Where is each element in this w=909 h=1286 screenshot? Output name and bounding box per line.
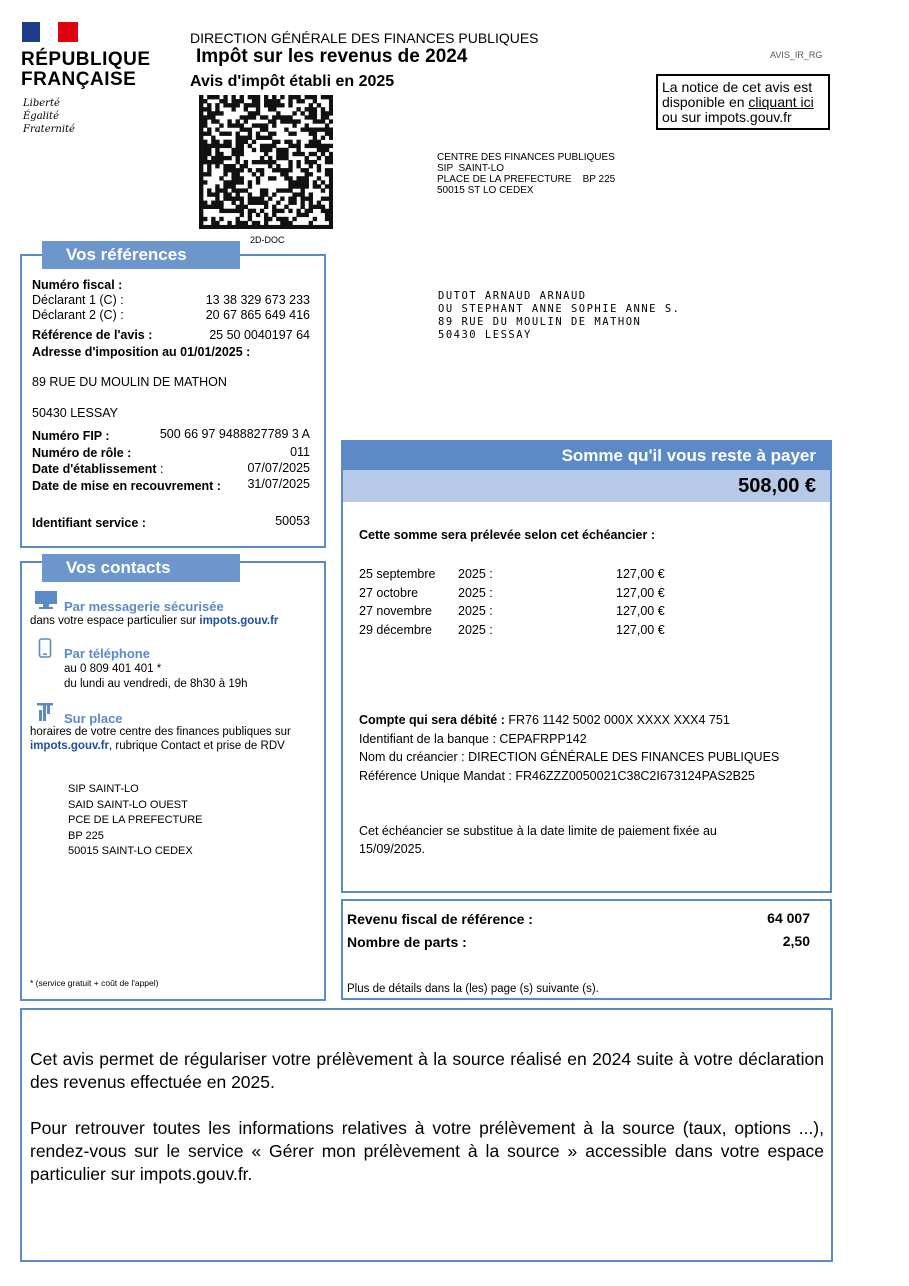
impots-link[interactable]: impots.gouv.fr [30,740,110,752]
motto-liberte: Liberté [23,98,60,109]
notice-box [656,74,830,130]
references-box [20,254,326,548]
compte-line [359,711,779,730]
recipient-line: 89 RUE DU MOULIN DE MATHON [438,316,642,328]
fip-label: Numéro FIP : [32,429,110,443]
recouvrement-value: 31/07/2025 [247,477,310,491]
info-paragraph-2: Pour retrouver toutes les informations relatives à votre prélèvement à la source (taux, options ...), rendez-vous sur le service « Gérer mon prélèvement à la source » accessible dans votre espace particulier sur impots.gouv.fr. [30,1118,824,1184]
recouvrement-label: Date de mise en recouvrement : [32,479,221,493]
declarant1-label: Déclarant 1 (C) : [32,293,124,307]
info-paragraph-1: Cet avis permet de régulariser votre prélèvement à la source réalisé en 2024 suite à votre déclaration des revenus effectuée en 2025. [30,1049,824,1092]
sur-place-text1: horaires de votre centre des finances publiques sur [30,726,291,738]
adresse-line1: 89 RUE DU MOULIN DE MATHON [32,375,227,389]
creancier-line: Nom du créancier : DIRECTION GÉNÉRALE DES FINANCES PUBLIQUES [359,750,780,764]
service-label: Identifiant service : [32,516,146,530]
telephone-hours: du lundi au vendredi, de 8h30 à 19h [64,678,248,690]
barcode-label: 2D-DOC [250,235,285,245]
sip-address-line: PCE DE LA PREFECTURE [68,814,203,826]
declarant2-label: Déclarant 2 (C) : [32,308,124,322]
recipient-line: 50430 LESSAY [438,329,532,341]
service-value: 50053 [275,514,310,528]
recipient-line: DUTOT ARNAUD ARNAUD [438,290,587,302]
echeancier-date: 27 octobre [359,585,419,600]
logo-motto [23,97,75,136]
echeancier-intro: Cette somme sera prélevée selon cet échéancier : [359,528,655,542]
role-value: 011 [290,445,310,459]
contacts-box [20,561,326,1001]
info-box [20,1008,833,1262]
declarant2-value: 20 67 865 649 416 [205,308,310,322]
echeancier-year: 2025 : [458,585,493,600]
parts-label: Nombre de parts : [347,934,467,950]
echeancier-amounts [616,565,665,639]
amount-due-box [341,440,832,502]
compte-label: Compte qui sera débité : [359,713,505,727]
declarant1-value: 13 38 329 673 233 [205,293,310,307]
echeancier-note-line1: Cet échéancier se substitue à la date limite de paiement fixée au [359,824,717,838]
echeancier-note-line2: 15/09/2025. [359,842,426,856]
etablissement-label [32,462,164,476]
adresse-label: Adresse d'imposition au 01/01/2025 : [32,345,251,359]
role-label: Numéro de rôle : [32,446,132,460]
echeancier-date: 29 décembre [359,622,432,637]
echeancier-year: 2025 : [458,567,493,581]
telephone-title: Par téléphone [64,646,150,661]
echeancier-years [458,565,493,639]
sip-address-line: SAID SAINT-LO OUEST [68,798,188,811]
etablissement-label-text: Date d'établissement [32,462,157,476]
adresse-line2: 50430 LESSAY [32,406,118,420]
echeancier-amount: 127,00 € [616,585,665,600]
impots-link[interactable]: impots.gouv.fr [199,615,279,627]
echeancier-date: 25 septembre [359,567,436,581]
amount-due-label: Somme qu'il vous reste à payer [343,442,830,470]
cfp-line: CENTRE DES FINANCES PUBLIQUES [437,152,615,163]
page-subtitle: Avis d'impôt établi en 2025 [190,73,395,90]
sur-place-text2-body: , rubrique Contact et prise de RDV [109,740,285,752]
echeancier-amount: 127,00 € [616,604,665,618]
fip-value: 500 66 97 9488827789 3 A [159,427,310,441]
sur-place-text2 [30,740,285,752]
recipient-address [438,290,680,342]
notice-line2 [662,95,828,110]
cfp-address [437,152,615,196]
references-tab: Vos références [42,241,240,269]
building-icon [34,701,56,723]
messagerie-text-body: dans votre espace particulier sur [30,615,200,627]
cfp-line: PLACE DE LA PREFECTURE BP 225 [437,174,616,185]
notice-line2-text: disponible en [662,94,749,110]
sip-address-line: BP 225 [68,829,104,842]
telephone-number: au 0 809 401 401 * [64,663,162,675]
sip-address [68,782,202,860]
echeancier-amount: 127,00 € [616,567,665,581]
compte-block [359,711,779,785]
banque-line: Identifiant de la banque : CEPAFRPP142 [359,731,587,746]
cfp-line: SIP SAINT-LO [437,163,505,174]
sip-address-line: SIP SAINT-LO [68,783,139,795]
marianne-flag-icon [22,22,76,42]
document-code: AVIS_IR_RG [770,50,823,60]
notice-link[interactable]: cliquant ici [748,94,814,110]
page-title: Impôt sur les revenus de 2024 [196,46,468,67]
ref-avis-value: 25 50 0040197 64 [209,328,310,342]
republique-francaise-logo [20,20,152,138]
echeancier-year: 2025 : [458,604,493,618]
rfr-value: 64 007 [767,910,810,926]
footnote: * (service gratuit + coût de l'appel) [30,978,159,988]
messagerie-text [30,615,278,627]
2d-doc-barcode-icon [199,95,333,229]
etablissement-colon: : [156,462,164,476]
echeancier-dates [359,565,435,639]
sip-address-line: 50015 SAINT-LO CEDEX [68,845,193,857]
phone-icon [38,638,52,658]
compte-value: FR76 1142 5002 000X XXXX XXX4 751 [504,713,730,727]
mandat-line: Référence Unique Mandat : FR46ZZZ0050021C38C2I673124PAS2B25 [359,768,755,783]
echeancier-year: 2025 : [458,622,493,637]
cfp-line: 50015 ST LO CEDEX [437,185,534,196]
echeancier-amount: 127,00 € [616,622,665,637]
ref-avis-label: Référence de l'avis : [32,328,153,342]
rfr-label: Revenu fiscal de référence : [347,911,533,927]
messagerie-title: Par messagerie sécurisée [64,599,224,614]
contacts-tab: Vos contacts [42,554,240,582]
details-note: Plus de détails dans la (les) page (s) suivante (s). [347,983,599,995]
recipient-line: OU STEPHANT ANNE SOPHIE ANNE S. [438,303,681,315]
notice-line1: La notice de cet avis est [662,79,813,95]
numero-fiscal-label: Numéro fiscal : [32,278,123,292]
computer-icon [34,590,58,610]
logo-name-line2: FRANÇAISE [21,69,137,90]
motto-fraternite: Fraternité [23,124,75,135]
notice-line3: ou sur impots.gouv.fr [662,109,792,125]
echeancier-date: 27 novembre [359,604,432,618]
amount-due-value: 508,00 € [343,470,830,502]
echeancier-note [359,822,717,858]
revenu-box [341,899,832,1000]
logo-name-line1: RÉPUBLIQUE [21,49,151,70]
parts-value: 2,50 [782,933,810,949]
header-direction: DIRECTION GÉNÉRALE DES FINANCES PUBLIQUES [190,30,539,46]
logo-name [21,50,151,90]
sur-place-title: Sur place [64,711,123,726]
etablissement-value: 07/07/2025 [247,461,310,475]
echeancier-box [341,502,832,893]
motto-egalite: Égalité [23,111,59,122]
